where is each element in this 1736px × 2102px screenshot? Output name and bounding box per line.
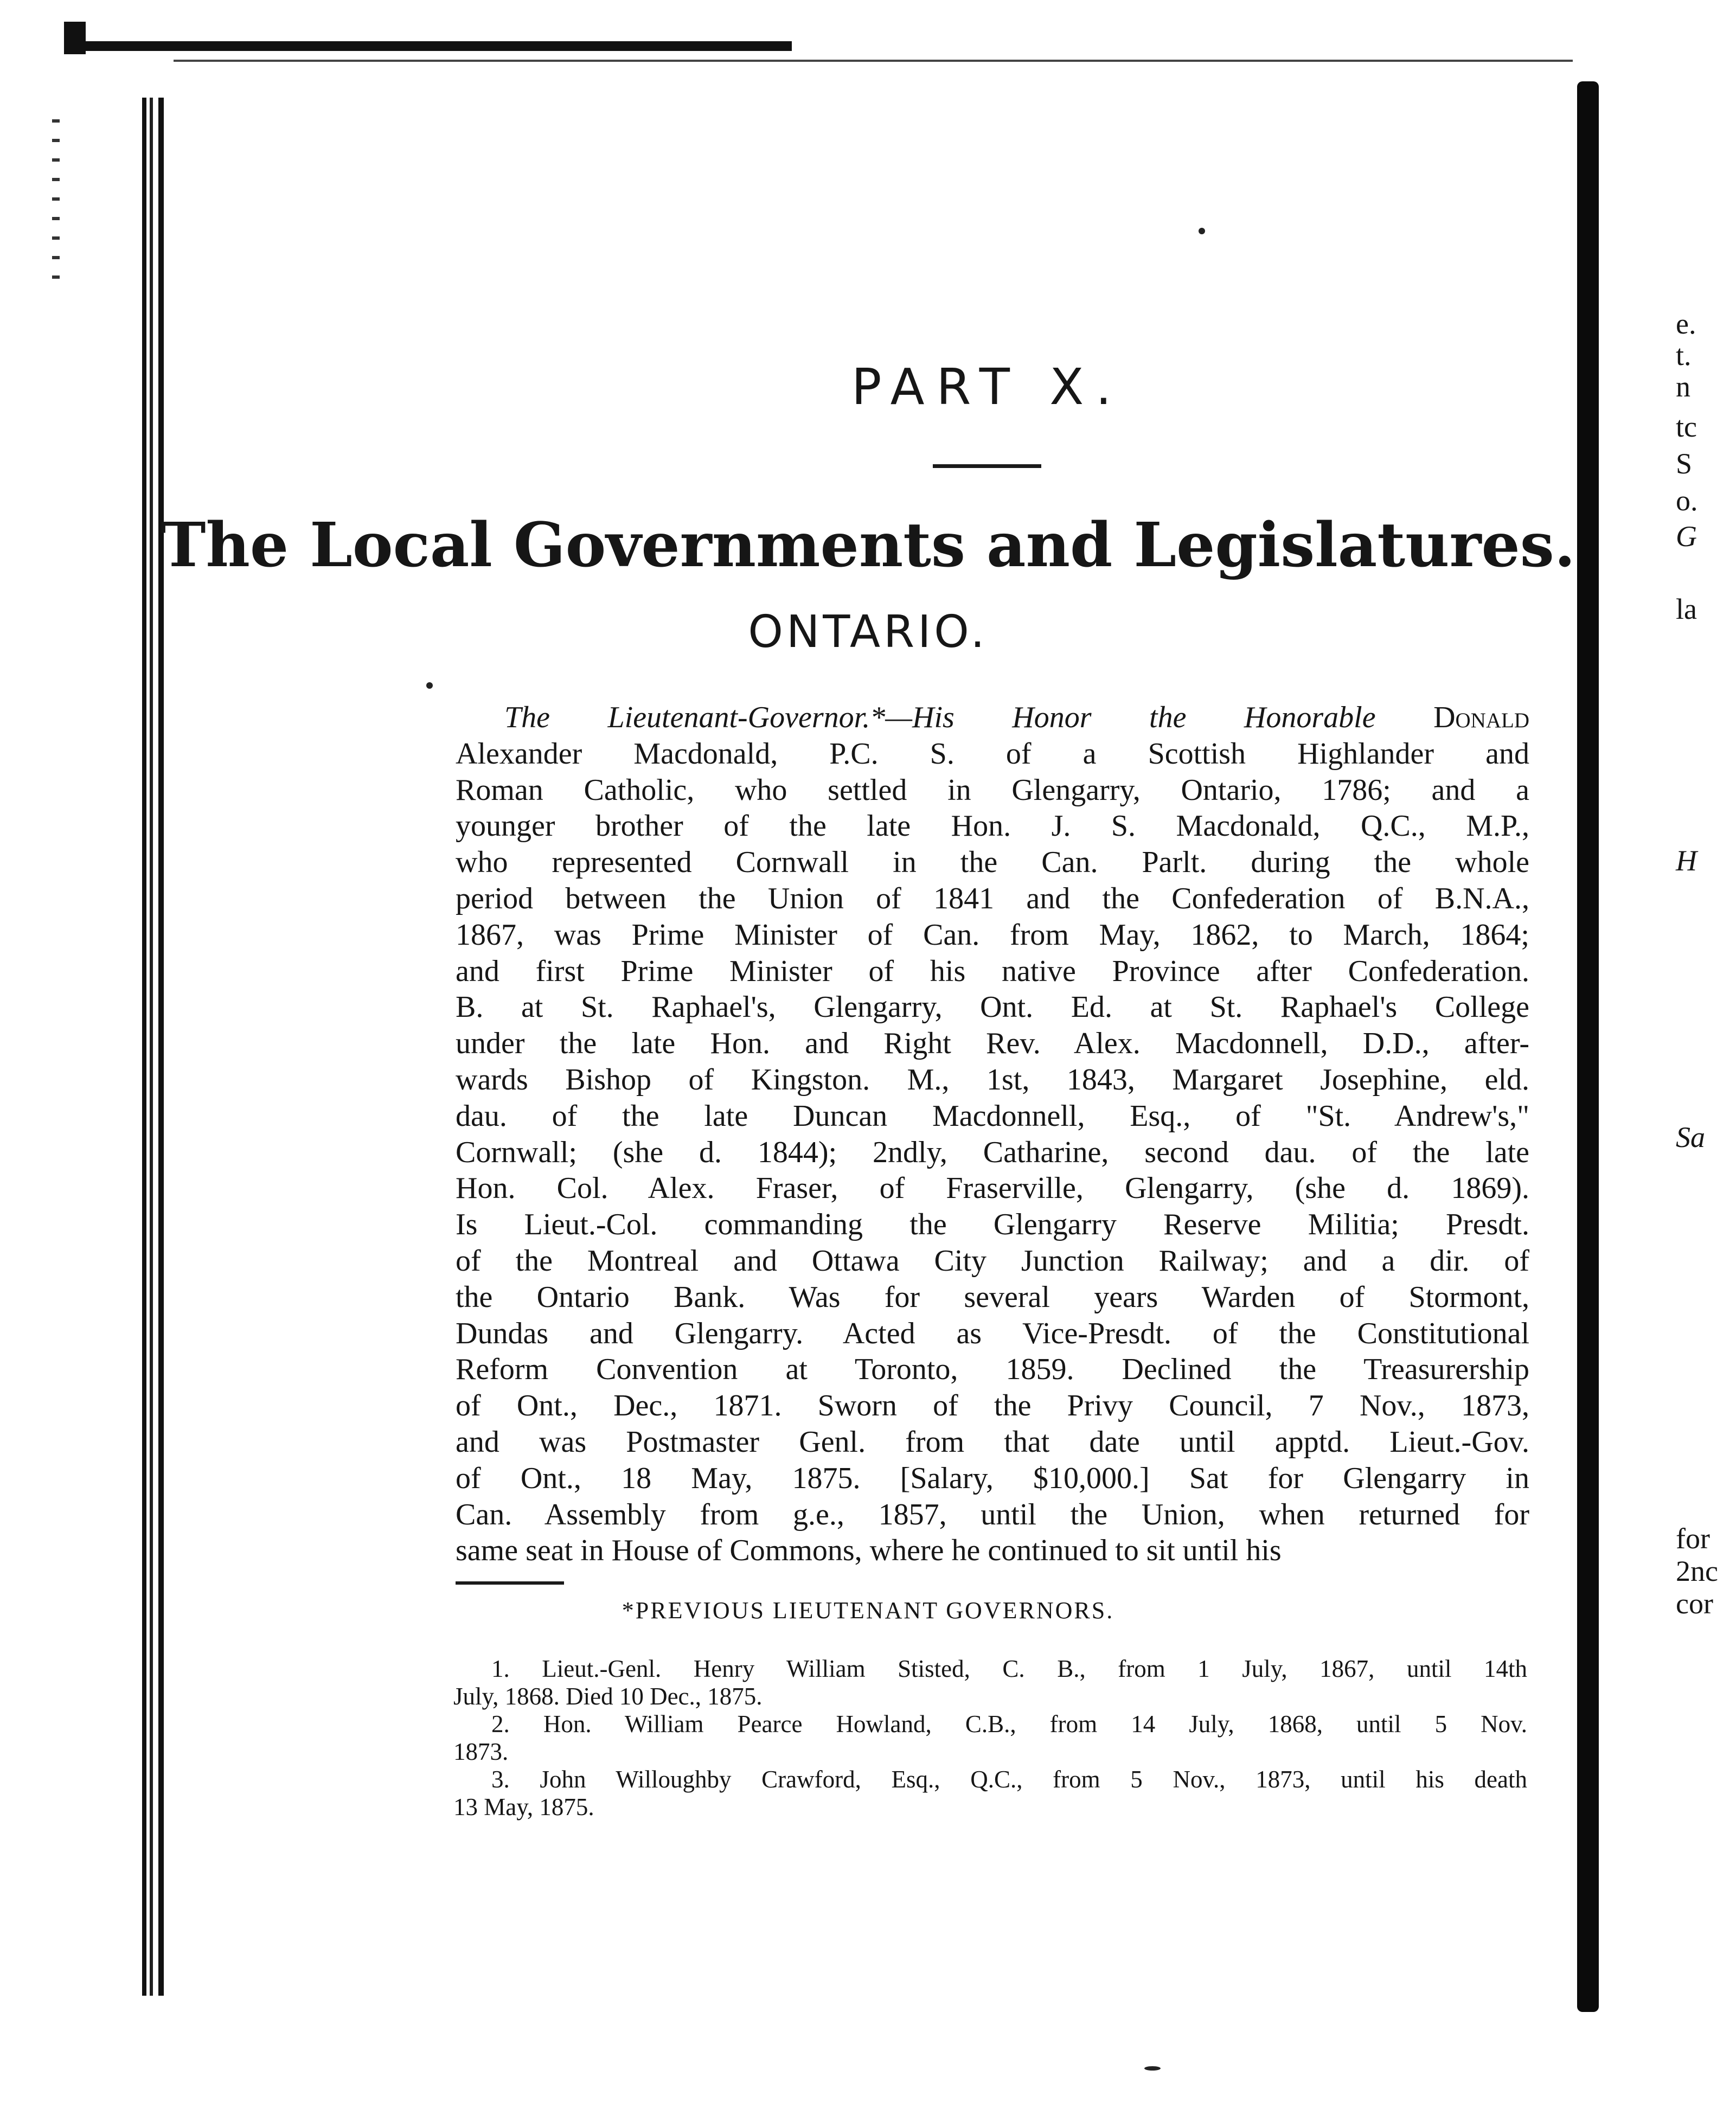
text-line: Can. Assembly from g.e., 1857, until the Union, when returned for xyxy=(456,1497,1529,1531)
part-heading: PART X. xyxy=(851,358,1124,416)
paragraph-lead-line xyxy=(456,700,1529,736)
fragment: e. xyxy=(1676,307,1696,340)
text-line: and was Postmaster Genl. from that date until apptd. Lieut.-Gov. xyxy=(456,1425,1529,1459)
binding-ticks xyxy=(52,119,60,293)
text-line: Roman Catholic, who settled in Glengarry, Ontario, 1786; and a xyxy=(456,773,1529,807)
scan-speck xyxy=(1144,2066,1161,2071)
gutter-shadow xyxy=(1577,81,1599,2012)
text-line: of the Montreal and Ottawa City Junction Railway; and a dir. of xyxy=(456,1244,1529,1278)
text-line: 1867, was Prime Minister of Can. from May, 1862, to March, 1864; xyxy=(456,918,1529,952)
fragment: S xyxy=(1676,447,1693,480)
footnote-line: 3. John Willoughby Crawford, Esq., Q.C., from 5 Nov., 1873, until his death xyxy=(491,1766,1527,1793)
text-line: under the late Hon. and Right Rev. Alex. Macdonnell, D.D., after- xyxy=(456,1027,1529,1061)
fragment: H xyxy=(1676,844,1697,877)
footnote-line: July, 1868. Died 10 Dec., 1875. xyxy=(453,1683,763,1710)
fragment: G xyxy=(1676,520,1697,553)
footnote-line: 13 May, 1875. xyxy=(453,1793,594,1821)
fragment: o. xyxy=(1676,484,1698,517)
province-heading: ONTARIO. xyxy=(748,606,988,658)
lead-title: The Lieutenant-Governor.*—His Honor the Honorable xyxy=(504,701,1376,734)
text-line: period between the Union of 1841 and the Confederation of B.N.A., xyxy=(456,881,1529,915)
text-line: the Ontario Bank. Was for several years Warden of Stormont, xyxy=(456,1280,1529,1314)
footnote-list xyxy=(453,1655,1527,1821)
footnote-line: 1. Lieut.-Genl. Henry William Stisted, C. B., from 1 July, 1867, until 14th xyxy=(491,1655,1527,1682)
fragment: for xyxy=(1676,1522,1710,1555)
fragment: Sa xyxy=(1676,1121,1705,1153)
text-line: Reform Convention at Toronto, 1859. Declined the Treasurership xyxy=(456,1353,1529,1387)
text-line: Dundas and Glengarry. Acted as Vice-Presdt. of the Constitutional xyxy=(456,1316,1529,1350)
text-line: same seat in House of Commons, where he continued to sit until his xyxy=(456,1534,1282,1568)
scan-speck xyxy=(426,682,433,689)
text-line: of Ont., Dec., 1871. Sworn of the Privy Council, 7 Nov., 1873, xyxy=(456,1389,1529,1423)
biography-paragraph xyxy=(456,700,1529,1569)
text-line: Alexander Macdonald, P.C. S. of a Scottish Highlander and xyxy=(456,736,1529,771)
text-line: B. at St. Raphael's, Glengarry, Ont. Ed. at St. Raphael's College xyxy=(456,990,1529,1024)
scan-top-rule xyxy=(174,60,1573,62)
footnote-line: 1873. xyxy=(453,1738,509,1765)
text-line: Is Lieut.-Col. commanding the Glengarry Reserve Militia; Presdt. xyxy=(456,1208,1529,1242)
fragment: n xyxy=(1676,370,1690,403)
scan-top-bar xyxy=(76,41,792,51)
fragment: t. xyxy=(1676,339,1692,371)
lead-name: Donald xyxy=(1433,701,1530,734)
text-line: of Ont., 18 May, 1875. [Salary, $10,000.] Sat for Glengarry in xyxy=(456,1461,1529,1495)
heading-rule xyxy=(933,464,1041,468)
text-line: younger brother of the late Hon. J. S. Macdonald, Q.C., M.P., xyxy=(456,809,1529,843)
text-line: and first Prime Minister of his native Province after Confederation. xyxy=(456,954,1529,988)
text-line: dau. of the late Duncan Macdonnell, Esq., of "St. Andrew's," xyxy=(456,1099,1529,1133)
footnote-line: 2. Hon. William Pearce Howland, C.B., from 14 July, 1868, until 5 Nov. xyxy=(491,1710,1527,1738)
scan-speck xyxy=(1199,228,1205,234)
fragment: tc xyxy=(1676,411,1697,443)
footnote-heading: *PREVIOUS LIEUTENANT GOVERNORS. xyxy=(622,1597,1114,1624)
text-line: Hon. Col. Alex. Fraser, of Fraserville, Glengarry, (she d. 1869). xyxy=(456,1171,1529,1206)
fragment: la xyxy=(1676,593,1697,625)
fragment: 2nc xyxy=(1676,1555,1718,1587)
text-line: wards Bishop of Kingston. M., 1st, 1843, Margaret Josephine, eld. xyxy=(456,1062,1529,1097)
section-heading: The Local Governments and Legislatures. xyxy=(161,510,1575,581)
footnote-rule xyxy=(456,1581,564,1585)
fragment: cor xyxy=(1676,1587,1713,1620)
text-line: Cornwall; (she d. 1844); 2ndly, Catharine, second dau. of the late xyxy=(456,1135,1529,1169)
text-line: who represented Cornwall in the Can. Parlt. during the whole xyxy=(456,845,1529,880)
page-binding-edge xyxy=(142,98,175,1996)
